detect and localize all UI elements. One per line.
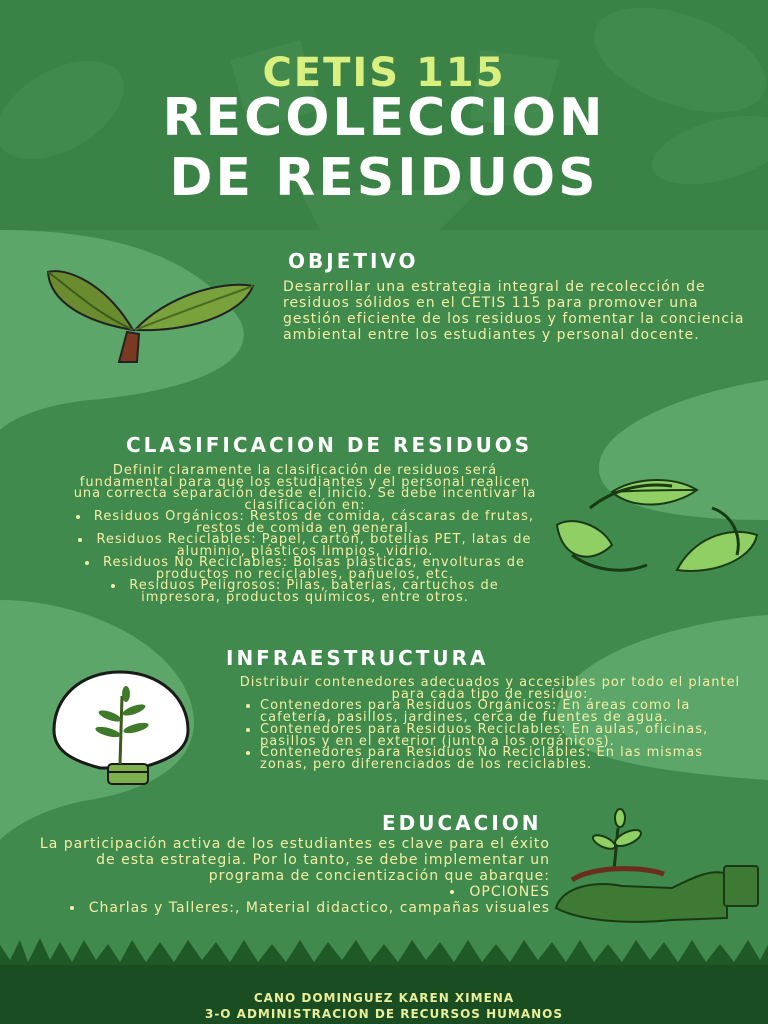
section-heading-infraestructura: INFRAESTRUCTURA xyxy=(226,646,489,670)
hand-holding-plant-icon xyxy=(552,808,762,928)
clasificacion-list xyxy=(70,511,540,603)
recycle-leaves-icon xyxy=(552,470,764,580)
infraestructura-text xyxy=(230,677,750,771)
page-title xyxy=(0,88,768,208)
list-item: • Residuos Orgánicos: Restos de comida, cáscaras de frutas, restos de comida en general. xyxy=(70,511,540,534)
objetivo-text: Desarrollar una estrategia integral de recolección de residuos sólidos en el CETIS 115 para promover una gestión eficiente de los residuos y fomentar la conciencia ambiental entre los estudiantes y personal docente. xyxy=(283,279,745,343)
sprout-icon xyxy=(45,262,260,367)
clasificacion-intro: Definir claramente la clasificación de residuos será fundamental para que los estudiantes y el personal realicen una correcta separación desde el inicio. Se debe incentivar la clasificación en: xyxy=(73,463,537,513)
list-item: • Residuos Peligrosos: Pilas, baterías, cartuchos de impresora, productos químicos, entre otros. xyxy=(70,580,540,603)
title-line-1: RECOLECCION xyxy=(162,88,606,148)
author-credits xyxy=(0,990,768,1022)
clasificacion-text xyxy=(70,465,540,603)
section-heading-clasificacion: CLASIFICACION DE RESIDUOS xyxy=(126,433,533,457)
author-name: CANO DOMINGUEZ KAREN XIMENA xyxy=(253,991,515,1005)
educacion-intro: La participación activa de los estudiantes es clave para el éxito de esta estrategia. Por lo tanto, se debe implementar un programa de concientización que abarque: xyxy=(39,836,550,884)
section-heading-educacion: EDUCACION xyxy=(382,811,542,835)
infraestructura-intro: Distribuir contenedores adecuados y accesibles por todo el plantel para cada tipo de residuo: xyxy=(239,675,741,702)
list-item: • Charlas y Talleres:, Material didactico, campañas visuales xyxy=(30,900,550,916)
list-item: • OPCIONES xyxy=(30,884,550,900)
list-item: • Contenedores para Residuos No Reciclables: En las mismas zonas, pero diferenciados de los reciclables. xyxy=(260,747,750,770)
list-item: • Residuos No Reciclables: Bolsas plásticas, envolturas de productos no reciclables, pañuelos, etc. xyxy=(70,557,540,580)
school-name: CETIS 115 xyxy=(262,50,506,96)
lightbulb-plant-icon xyxy=(50,668,192,790)
list-item: • Contenedores para Residuos Orgánicos: En áreas como la cafetería, pasillos, jardines, cerca de fuentes de agua. xyxy=(260,700,750,723)
educacion-text xyxy=(30,836,550,916)
section-heading-objetivo: OBJETIVO xyxy=(288,249,419,273)
infraestructura-list xyxy=(230,700,750,770)
author-group: 3-O ADMINISTRACION DE RECURSOS HUMANOS xyxy=(204,1007,564,1021)
title-line-2: DE RESIDUOS xyxy=(169,148,599,208)
list-item: • Contenedores para Residuos Reciclables: En aulas, oficinas, pasillos y en el exterior (junto a los orgánicos). xyxy=(260,724,750,747)
list-item: • Residuos Reciclables: Papel, cartón, botellas PET, latas de aluminio, plásticos limpios, vidrio. xyxy=(70,534,540,557)
educacion-list xyxy=(30,884,550,916)
